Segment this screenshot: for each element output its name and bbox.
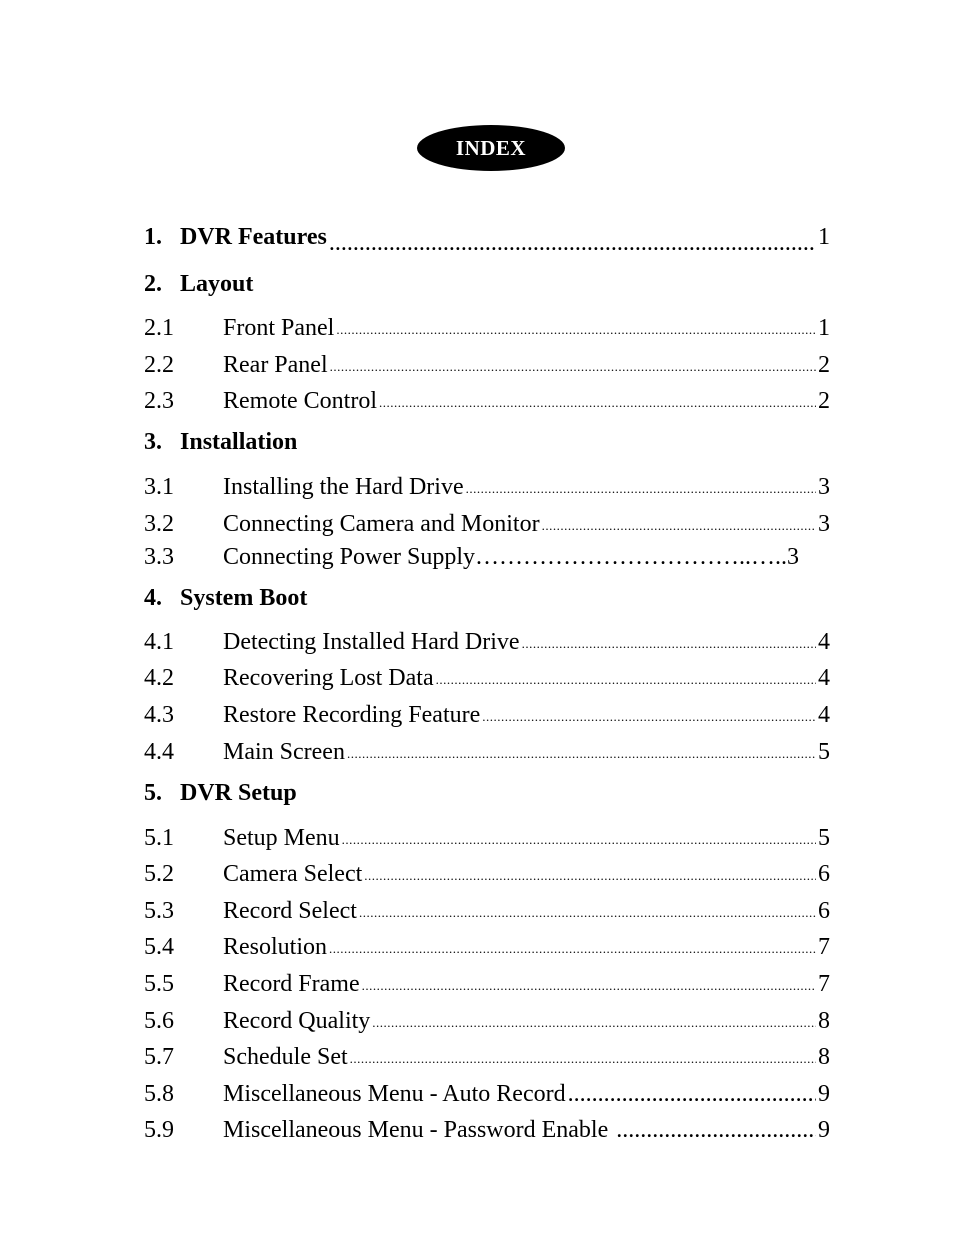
page-number: 4 [818,665,830,692]
page-number: 4 [818,701,830,728]
dot-leader [329,228,816,258]
page-number: 2 [818,351,830,378]
toc-entry-5-9[interactable] [144,1109,830,1146]
dot-leader [542,509,816,539]
entry-title: Miscellaneous Menu - Password Enable [223,1117,615,1144]
entry-title: Rear Panel [223,351,328,378]
entry-title: Restore Recording Feature [223,701,481,728]
dot-leader [330,350,816,380]
entry-title: Record Frame [223,970,360,997]
toc-entry-2-3[interactable] [144,380,830,417]
entry-title: Main Screen [223,738,345,765]
toc-entry-5-7[interactable] [144,1036,830,1073]
section-number: 5. [144,779,162,806]
toc-entry-5-4[interactable] [144,926,830,963]
entry-number: 5.2 [144,861,174,888]
toc-entry-4-2[interactable] [144,657,830,694]
toc-entry-4-4[interactable] [144,730,830,767]
toc-entry-5-8[interactable] [144,1072,830,1109]
toc-entry-5-1[interactable] [144,808,830,853]
dot-leader [372,1006,816,1036]
dot-leader [362,969,816,999]
toc-entry-5-5[interactable] [144,962,830,999]
entry-number: 5.6 [144,1007,174,1034]
entry-number: 4.3 [144,701,174,728]
dot-leader [364,859,816,889]
entry-title: Camera Select [223,861,363,888]
entry-title: Miscellaneous Menu - Auto Record [223,1080,566,1107]
section-title: Installation [180,429,298,456]
entry-title: Schedule Set [223,1044,348,1071]
toc-entry-3-3[interactable] [144,539,830,572]
toc-entry-2-2[interactable] [144,343,830,380]
toc-section-3[interactable] [144,416,830,457]
entry-number: 5.1 [144,824,174,851]
dot-leader [329,932,816,962]
page-number: 7 [818,934,830,961]
toc-section-1[interactable] [144,222,830,258]
page-number: 1 [818,315,830,341]
dot-leader [336,313,816,343]
entry-title: Resolution [223,934,328,961]
entry-title: Record Quality [223,1007,371,1034]
toc-section-5[interactable] [144,767,830,808]
dot-leader [342,823,816,853]
page-number: 6 [818,861,830,888]
section-number: 2. [144,271,162,297]
dot-leader [568,1079,816,1109]
entry-number: 3.3 [144,543,174,570]
entry-title: Record Select [223,897,357,924]
entry-number: 5.8 [144,1080,174,1107]
page-number: 4 [818,628,830,655]
table-of-contents [144,222,830,1145]
entry-title: Recovering Lost Data [223,665,434,692]
toc-entry-5-6[interactable] [144,999,830,1036]
entry-number: 4.1 [144,628,174,655]
section-title: System Boot [180,584,308,611]
entry-number: 4.2 [144,665,174,692]
page-number: 1 [818,224,830,250]
entry-number: 4.4 [144,738,174,765]
dot-leader [482,700,816,730]
section-title: DVR Features [180,224,327,250]
entry-number: 5.9 [144,1117,174,1144]
entry-number: 2.3 [144,388,174,415]
entry-number: 2.1 [144,315,174,341]
page-number: 3 [818,510,830,537]
page-number: 3 [818,474,830,501]
toc-entry-4-3[interactable] [144,693,830,730]
section-number: 3. [144,429,162,456]
entry-title: Front Panel [223,315,335,341]
dot-leader [436,663,816,693]
section-title: Layout [180,271,254,297]
entry-number: 3.2 [144,510,174,537]
section-title: DVR Setup [180,779,297,806]
entry-number: 3.1 [144,474,174,501]
entry-title: Detecting Installed Hard Drive [223,628,520,655]
toc-entry-5-3[interactable] [144,889,830,926]
entry-title: Setup Menu [223,824,340,851]
dot-leader [379,386,816,416]
dot-leader [359,896,816,926]
toc-entry-3-2[interactable] [144,502,830,539]
dot-leader [466,472,816,502]
entry-number: 5.3 [144,897,174,924]
entry-number: 5.7 [144,1044,174,1071]
entry-number: 5.5 [144,970,174,997]
page-number: 8 [818,1007,830,1034]
page-number: 2 [818,388,830,415]
page-number: 5 [818,824,830,851]
toc-section-4[interactable] [144,572,830,613]
section-number: 4. [144,584,162,611]
dot-leader [522,627,816,657]
page-number: 9 [818,1117,830,1144]
toc-entry-5-2[interactable] [144,853,830,890]
entry-title: Connecting Camera and Monitor [223,510,540,537]
entry-title: Connecting Power Supply……………………………..…..3 [223,543,799,570]
section-number: 1. [144,224,162,250]
index-badge: INDEX [417,125,565,171]
toc-section-2[interactable] [144,258,830,299]
entry-title: Installing the Hard Drive [223,474,464,501]
dot-leader [347,737,816,767]
page-number: 7 [818,970,830,997]
entry-number: 5.4 [144,934,174,961]
page-number: 9 [818,1080,830,1107]
dot-leader [616,1115,816,1145]
page-number: 8 [818,1044,830,1071]
dot-leader [350,1042,816,1072]
entry-title: Remote Control [223,388,377,415]
page-number: 6 [818,897,830,924]
toc-entry-4-1[interactable] [144,613,830,657]
page-number: 5 [818,738,830,765]
toc-entry-2-1[interactable] [144,299,830,343]
entry-number: 2.2 [144,351,174,378]
toc-entry-3-1[interactable] [144,457,830,502]
